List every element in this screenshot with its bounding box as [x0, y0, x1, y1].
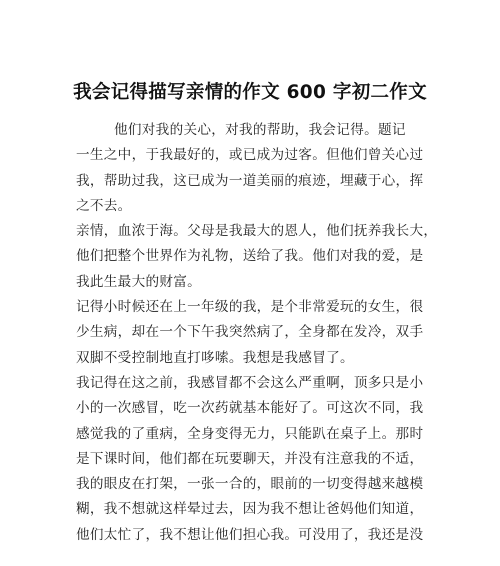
paragraph-line: 小的一次感冒，吃一次药就基本能好了。可这次不同，我 [76, 400, 424, 417]
paragraph-line: 双脚不受控制地直打哆嗦。我想是我感冒了。 [76, 349, 354, 366]
paragraph-line: 之不去。 [76, 197, 132, 214]
document-body [76, 118, 436, 548]
paragraph-line: 少生病，却在一个下午我突然病了，全身都在发冷，双手 [76, 324, 424, 341]
paragraph-line: 我此生最大的财富。 [76, 273, 202, 290]
paragraph-line: 他们太忙了，我不想让他们担心我。可没用了，我还是没 [76, 526, 424, 543]
paragraph-line: 我的眼皮在打架，一张一合的，眼前的一切变得越来越模 [76, 476, 424, 493]
paragraph-line: 亲情，血浓于海。父母是我最大的恩人，他们抚养我长大， [76, 223, 438, 240]
paragraph-line: 感觉我的了重病，全身变得无力，只能趴在桌子上。那时 [76, 425, 424, 442]
paragraph-line: 我，帮助过我，这已成为一道美丽的痕迹，埋藏于心，挥 [76, 172, 424, 189]
paragraph-line: 是下课时间，他们都在玩要聊天，并没有注意我的不适， [76, 450, 424, 467]
paragraph-line: 一生之中，于我最好的，或已成为过客。但他们曾关心过 [76, 147, 424, 164]
paragraph-line: 他们把整个世界作为礼物，送给了我。他们对我的爱，是 [76, 248, 424, 265]
paragraph-line: 他们对我的关心，对我的帮助，我会记得。题记 [114, 122, 406, 138]
document-title: 我会记得描写亲情的作文 600 字初二作文 [73, 82, 427, 103]
paragraph-line: 糊，我不想就这样晕过去，因为我不想让爸妈他们知道， [76, 501, 424, 518]
paragraph-line: 我记得在这之前，我感冒都不会这么严重啊，顶多只是小 [76, 374, 424, 391]
paragraph-line: 记得小时候还在上一年级的我，是个非常爱玩的女生，很 [76, 299, 424, 316]
